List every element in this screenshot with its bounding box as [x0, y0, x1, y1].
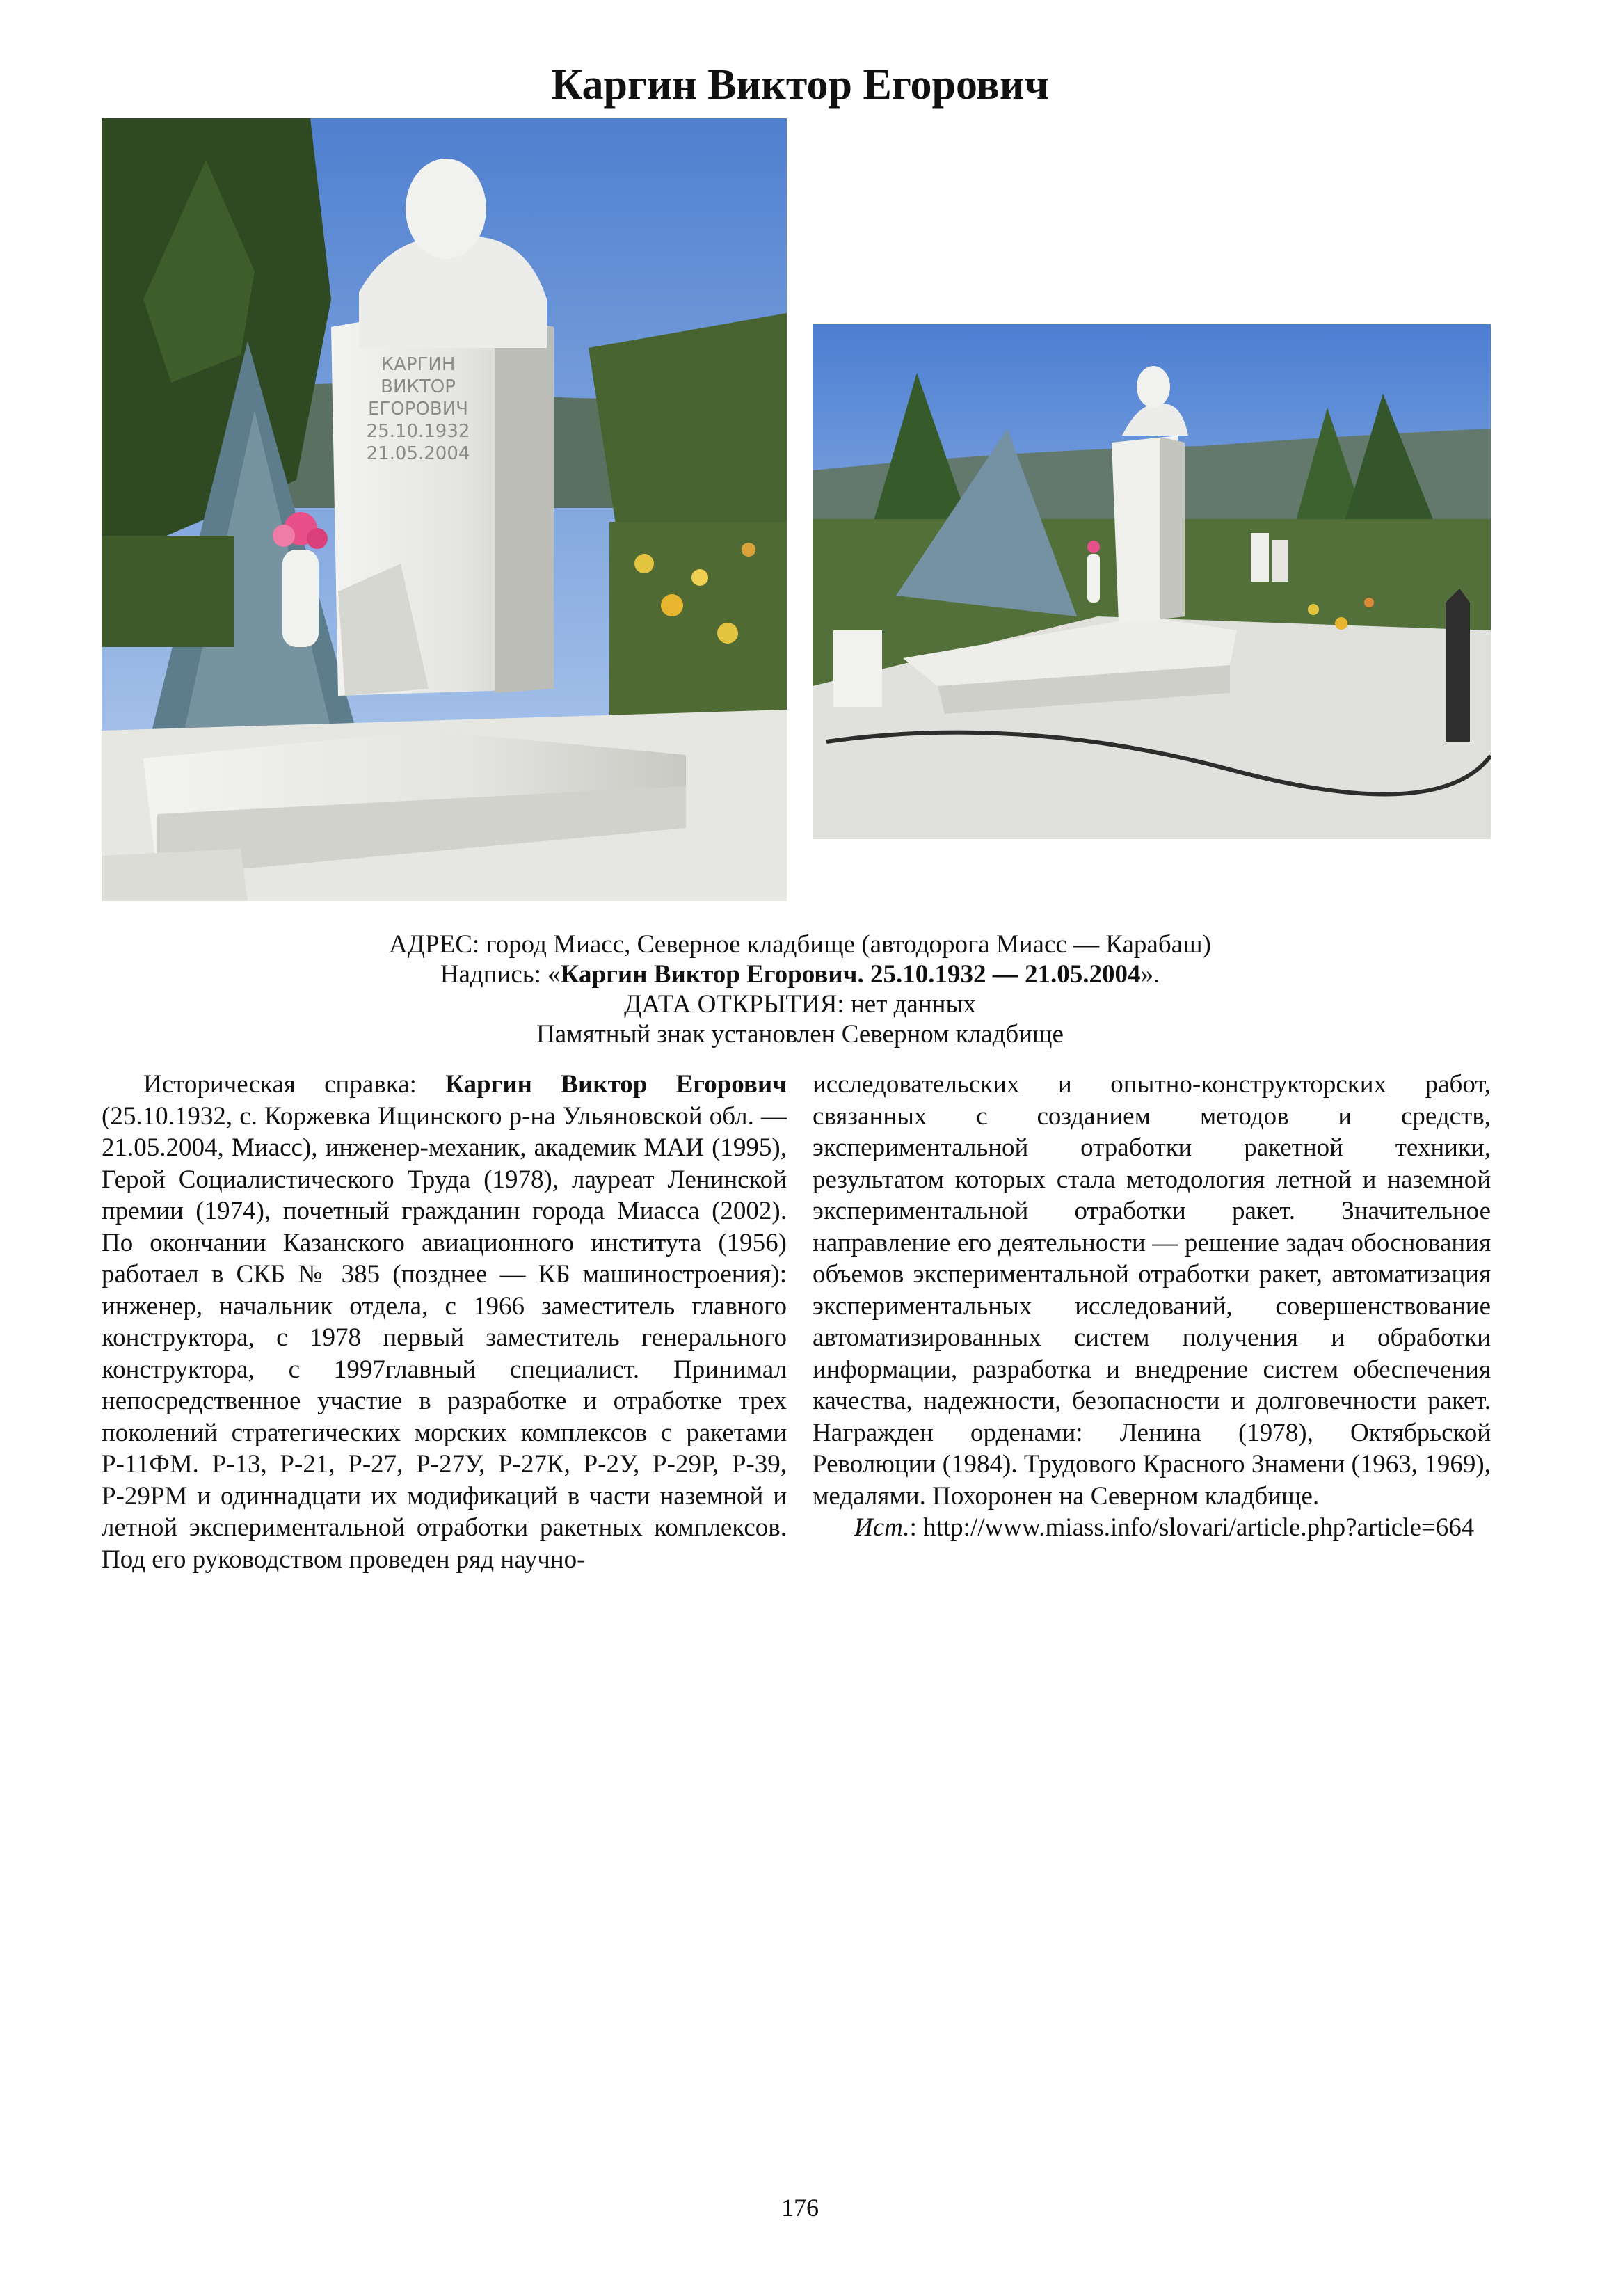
- source-label: Ист.: [854, 1513, 910, 1542]
- plaque-line-4: 25.10.1932: [366, 421, 470, 442]
- article-paragraph-main: [102, 1069, 787, 1575]
- source-url: : http://www.miass.info/slovari/article.php?article=664: [909, 1513, 1475, 1542]
- article-column-right: [813, 1069, 1491, 1544]
- monument-caption: [209, 930, 1391, 1049]
- plaque-line-1: КАРГИН: [381, 354, 456, 375]
- lead-label: Историческая справка:: [143, 1070, 446, 1099]
- article-column-left: [102, 1069, 787, 1575]
- inscription-text: Каргин Виктор Егорович. 25.10.1932 — 21.05.2004: [560, 960, 1141, 989]
- opening-date-line: ДАТА ОТКРЫТИЯ: нет данных: [624, 990, 976, 1019]
- monument-photo-wide: [813, 324, 1491, 839]
- inscription-label: Надпись: «: [440, 960, 561, 989]
- article-text-right: исследовательских и опытно-конструкторских работ, связанных с созданием методов и средств, экспериментальной отработки ракетной техники, результатом которых стала методология летной и наземной экспериментальной отработки ракет. Значительное направление его деятельности — решение задач обоснования объемов экспериментальной отработки ракет, автоматизация экспериментальных исследований, совершенствование автоматизированных систем получения и обработки информации, разработка и внедрение систем обеспечения качества, надежности, безопасности и долговечности ракет. Награжден орденами: Ленина (1978), Октябрьской Революции (1984). Трудового Красного Знамени (1963, 1969), медалями. Похоронен на Северном кладбище.: [813, 1070, 1491, 1510]
- monument-photo-closeup: [102, 118, 787, 901]
- source-line: [813, 1512, 1491, 1544]
- plaque-line-3: ЕГОРОВИЧ: [367, 399, 469, 420]
- page-number: 176: [781, 2194, 819, 2222]
- plaque-line-2: ВИКТОР: [381, 376, 456, 397]
- page-title: Каргин Виктор Егорович: [551, 61, 1049, 109]
- inscription-end: ».: [1140, 960, 1160, 989]
- article-text-left: (25.10.1932, с. Коржевка Ищинского р-на Ульяновской обл. — 21.05.2004, Миасс), инженер-механик, академик МАИ (1995), Герой Социалистического Труда (1978), лауреат Ленинской премии (1974), почетный гражданин города Миасса (2002). По окончании Казанского авиационного института (1956) работаел в СКБ № 385 (позднее — КБ машиностроения): инженер, начальник отдела, с 1966 заместитель главного конструктора, с 1978 первый заместитель генерального конструктора, с 1997главный специалист. Принимал непосредственное участие в разработке и отработке трех поколений стратегических морских комплексов с ракетами Р-11ФМ. Р-13, Р-21, Р-27, Р-27У, Р-27К, Р-2У, Р-29Р, Р-39, Р-29РМ и одиннадцати их модификаций в части наземной и летной экспериментальной отработки ракетных комплексов. Под его руководством проведен ряд научно-: [102, 1101, 787, 1574]
- installed-line: Памятный знак установлен Северном кладбище: [536, 1020, 1064, 1049]
- plaque-line-5: 21.05.2004: [366, 443, 470, 464]
- lead-name: Каргин Виктор Егорович: [445, 1070, 787, 1099]
- inscription-line: [209, 959, 1391, 989]
- address-line: АДРЕС: город Миасс, Северное кладбище (автодорога Миасс — Карабаш): [389, 930, 1211, 959]
